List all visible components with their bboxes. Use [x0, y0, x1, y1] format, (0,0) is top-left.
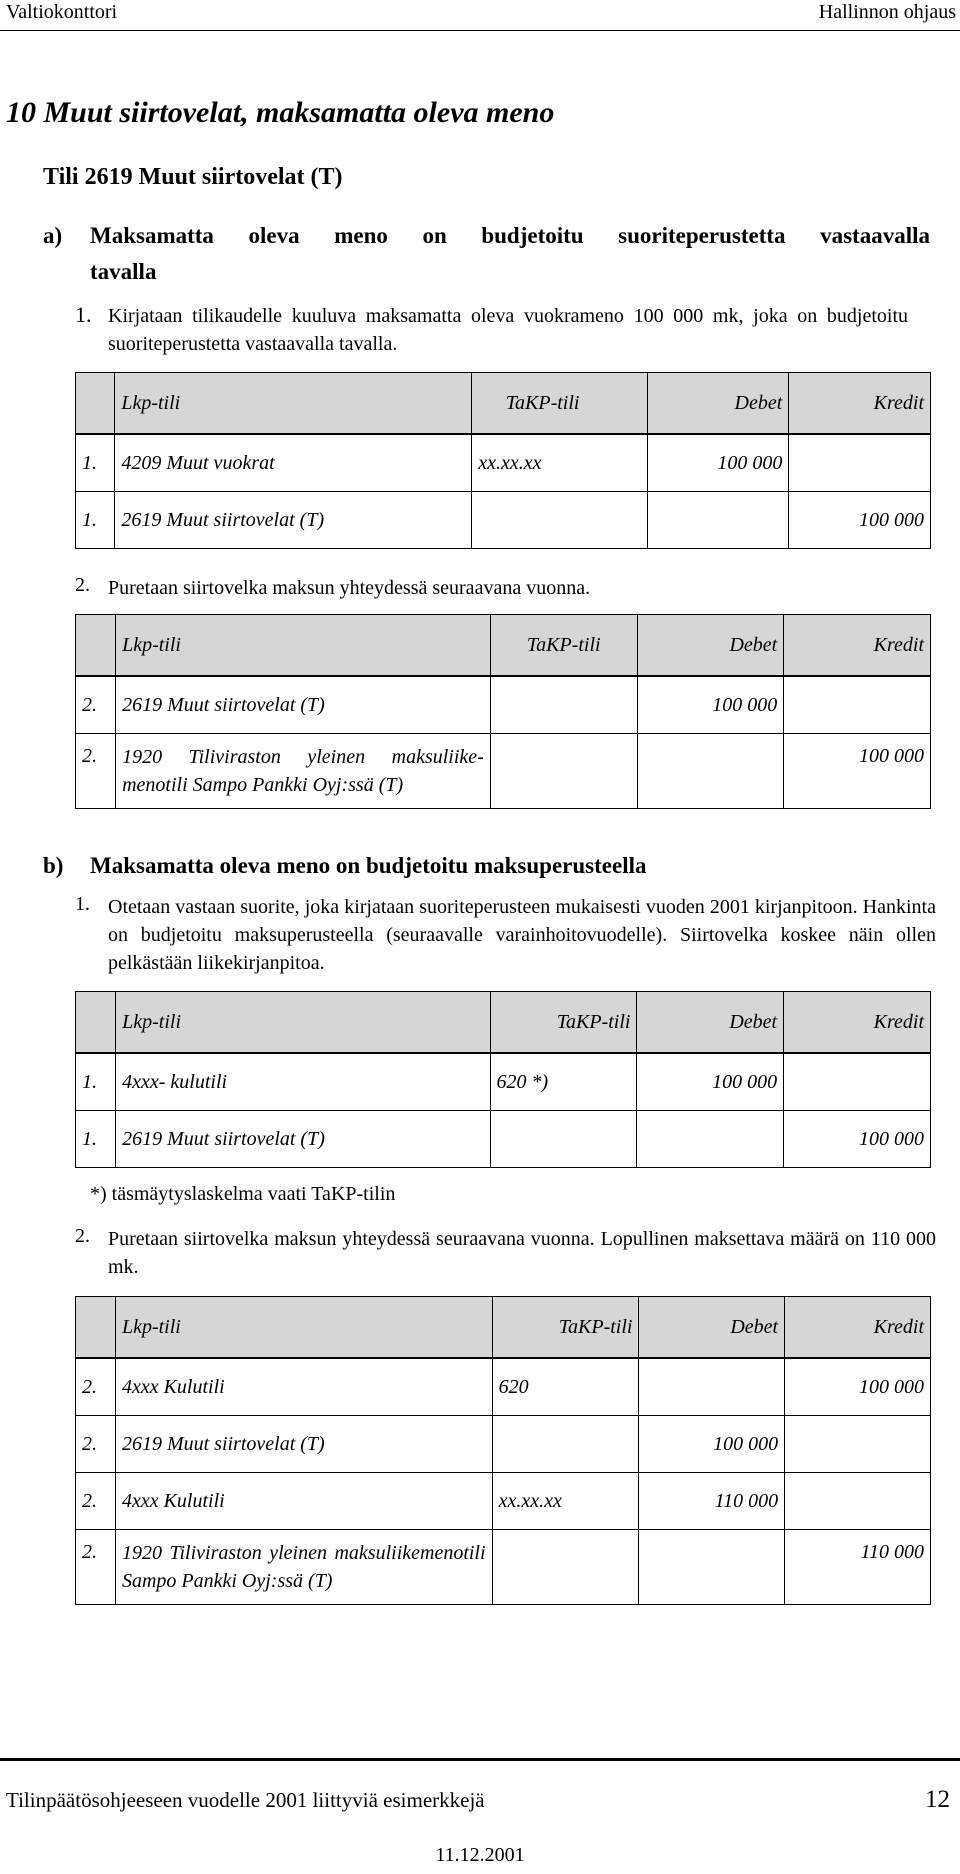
journal-table-4	[75, 1296, 931, 1605]
table-row: 1. 2619 Muut siirtovelat (T) 100 000	[76, 1111, 931, 1168]
table-header-row	[76, 373, 931, 435]
section-a-heading-line2: tavalla	[90, 259, 157, 284]
table-row: 2. 4xxx Kulutili 620 100 000	[76, 1358, 931, 1416]
account-title: Tili 2619 Muut siirtovelat (T)	[43, 164, 343, 190]
journal-table-2	[75, 614, 931, 809]
footer-date: 11.12.2001	[435, 1844, 525, 1866]
journal-table-3	[75, 991, 931, 1168]
section-b-item1-text: Otetaan vastaan suorite, joka kirjataan suoriteperusteen mukaisesti vuoden 2001 kirjanpitoon. Hankinta on budjetoitu maksuperusteella (seuraavalle varainhoitovuodelle). Siirtovelka koskee näin ollen pelkästään liikekirjanpitoa.	[108, 896, 936, 974]
section-b-item2-number: 2.	[75, 1225, 90, 1247]
header-lkp: Lkp-tili	[115, 1297, 492, 1359]
table-row: 2. 1920 Tiliviraston yleinen maksuliike-menotili Sampo Pankki Oyj:ssä (T) 100 000	[76, 734, 931, 809]
section-a-item1-number: 1.	[75, 302, 92, 327]
journal-table-1	[75, 372, 931, 549]
header-debet: Debet	[648, 373, 789, 435]
header-kredit: Kredit	[789, 373, 931, 435]
table-header-row	[76, 992, 931, 1054]
header-kredit: Kredit	[784, 992, 931, 1054]
section-b-letter: b)	[43, 853, 64, 878]
header-kredit: Kredit	[784, 615, 931, 677]
header-debet: Debet	[637, 615, 784, 677]
header-organization: Valtiokonttori	[6, 1, 118, 23]
header-lkp: Lkp-tili	[116, 615, 491, 677]
header-takp: TaKP-tili	[490, 992, 637, 1054]
header-takp: TaKP-tili	[472, 373, 648, 435]
section-b-heading: Maksamatta oleva meno on budjetoitu maksuperusteella	[90, 853, 647, 878]
table-header-row	[76, 1297, 931, 1359]
section-b-item1-number: 1.	[75, 893, 90, 915]
table-row: 2. 1920 Tiliviraston yleinen maksuliikemenotili Sampo Pankki Oyj:ssä (T) 110 000	[76, 1530, 931, 1605]
table-row: 2. 4xxx Kulutili xx.xx.xx 110 000	[76, 1473, 931, 1530]
header-takp: TaKP-tili	[492, 1297, 639, 1359]
page-number: 12	[925, 1786, 950, 1813]
table-row: 2. 2619 Muut siirtovelat (T) 100 000	[76, 676, 931, 734]
footer-title: Tilinpäätösohjeeseen vuodelle 2001 liittyviä esimerkkejä	[6, 1788, 485, 1812]
table-row: 2. 2619 Muut siirtovelat (T) 100 000	[76, 1416, 931, 1473]
section-a-heading-line1: Maksamatta oleva meno on budjetoitu suoriteperustetta vastaavalla	[90, 223, 930, 248]
table-row: 1. 4209 Muut vuokrat xx.xx.xx 100 000	[76, 434, 931, 492]
section-a-item2-number: 2.	[75, 574, 90, 596]
section-a-item1-text: Kirjataan tilikaudelle kuuluva maksamatta oleva vuokrameno 100 000 mk, joka on budjetoitu suoriteperustetta vastaavalla tavalla.	[108, 305, 908, 355]
header-department: Hallinnon ohjaus	[818, 1, 956, 23]
table-header-row	[76, 615, 931, 677]
table-row: 1. 4xxx- kulutili 620 *) 100 000	[76, 1053, 931, 1111]
footnote: *) täsmäytyslaskelma vaati TaKP-tilin	[90, 1183, 396, 1205]
table-row: 1. 2619 Muut siirtovelat (T) 100 000	[76, 492, 931, 549]
page-title: 10 Muut siirtovelat, maksamatta oleva meno	[6, 96, 555, 129]
header-debet: Debet	[639, 1297, 785, 1359]
page-header	[0, 0, 960, 31]
footer-divider	[0, 1758, 960, 1761]
header-takp: TaKP-tili	[490, 615, 637, 677]
section-b-item2-text: Puretaan siirtovelka maksun yhteydessä seuraavana vuonna. Lopullinen maksettava määrä on 110 000 mk.	[108, 1228, 936, 1278]
section-a-item2-text: Puretaan siirtovelka maksun yhteydessä seuraavana vuonna.	[108, 577, 591, 599]
header-lkp: Lkp-tili	[116, 992, 490, 1054]
section-a-letter: a)	[43, 223, 63, 248]
header-debet: Debet	[637, 992, 784, 1054]
header-lkp: Lkp-tili	[115, 373, 472, 435]
header-kredit: Kredit	[785, 1297, 931, 1359]
